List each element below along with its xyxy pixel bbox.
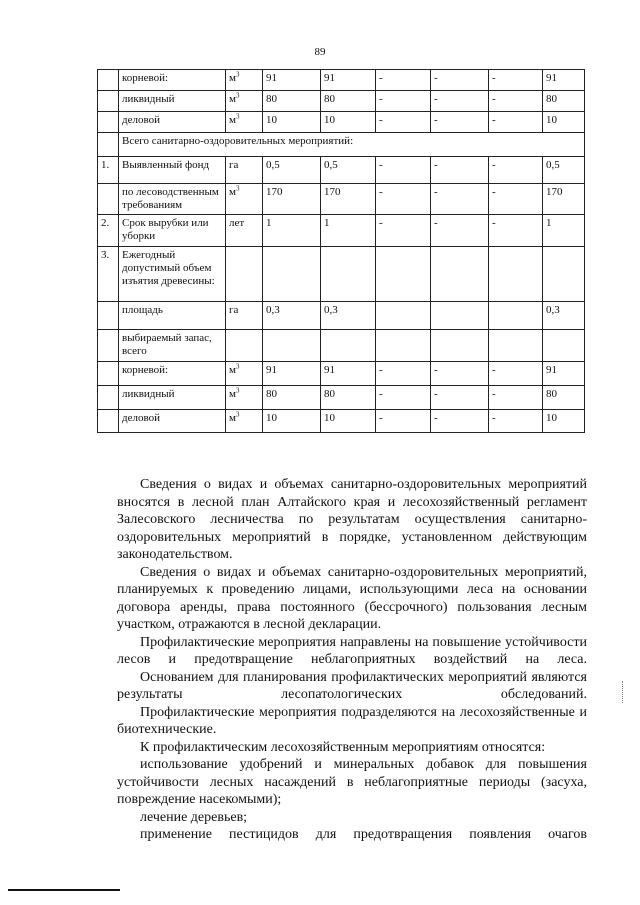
table-cell-value: 0,3	[543, 302, 585, 330]
unit-exponent: 3	[235, 410, 240, 419]
table-cell-indicator: Срок вырубки или уборки	[119, 215, 226, 247]
table-cell-value: -	[489, 184, 543, 215]
table-cell-num	[98, 302, 119, 330]
table-cell-value	[431, 247, 489, 302]
table-cell-unit	[226, 330, 263, 362]
paragraph: применение пестицидов для предотвращения появления очагов	[140, 827, 587, 842]
table-cell-value: -	[376, 362, 431, 386]
table-cell-indicator: ликвидный	[119, 386, 226, 410]
table-cell-value	[543, 247, 585, 302]
table-cell-value	[431, 302, 489, 330]
table-cell-value	[321, 330, 376, 362]
table-row	[98, 410, 585, 433]
unit-exponent: 3	[235, 386, 240, 395]
paragraph: Сведения о видах и объемах санитарно-оздоровительных мероприятий вносятся в лесной план Алтайского края и лесохозяйственный регламент Залесовского лесничества по результатам осуществления санитарно-оздоровительных мероприятий в порядке, установленном действующим законодательством.	[117, 477, 587, 562]
table-row	[98, 91, 585, 112]
table-cell-unit	[226, 386, 263, 410]
paragraph: Профилактические мероприятия подразделяются на лесохозяйственные и биотехнические.	[117, 704, 587, 737]
section-heading: Всего санитарно-оздоровительных мероприятий:	[119, 133, 585, 157]
table-cell-value	[376, 302, 431, 330]
table-cell-value: 0,5	[321, 157, 376, 184]
table-cell-value: 80	[263, 386, 321, 410]
table-cell-value: -	[376, 215, 431, 247]
paragraph: использование удобрений и минеральных добавок для повышения устойчивости лесных насаждений в неблагоприятные периоды (засуха, повреждение насекомыми);	[117, 757, 587, 807]
table-cell-value: -	[431, 215, 489, 247]
table-cell-unit	[226, 362, 263, 386]
table-cell-unit	[226, 70, 263, 91]
table-cell-value: 91	[543, 362, 585, 386]
table-cell-value: 80	[321, 91, 376, 112]
unit-exponent: 3	[235, 362, 240, 371]
table-cell-value	[376, 247, 431, 302]
table-cell-value: -	[376, 70, 431, 91]
table-cell-num	[98, 112, 119, 133]
table-cell-value: -	[431, 386, 489, 410]
forest-measures-table	[97, 69, 585, 433]
table-cell-value: 91	[263, 362, 321, 386]
table-cell-num	[98, 133, 119, 157]
table-cell-value: 1	[321, 215, 376, 247]
table-cell-value: 10	[263, 112, 321, 133]
table-cell-num	[98, 70, 119, 91]
unit-label: м	[229, 388, 236, 400]
unit-label: га	[229, 304, 239, 316]
table-cell-indicator: деловой	[119, 410, 226, 433]
table-cell-num: 2.	[98, 215, 119, 247]
table-cell-value: 91	[263, 70, 321, 91]
table-cell-num	[98, 330, 119, 362]
unit-label: м	[229, 114, 236, 126]
paragraph: Сведения о видах и объемах санитарно-оздоровительных мероприятий, планируемых к проведению лицами, использующими леса на основании договора аренды, права постоянного (бессрочного) пользования лесным участком, отражаются в лесной декларации.	[117, 564, 587, 632]
table-row	[98, 184, 585, 215]
table-cell-value: 80	[263, 91, 321, 112]
table-cell-value	[263, 330, 321, 362]
table-cell-value	[321, 247, 376, 302]
table-cell-unit	[226, 112, 263, 133]
table-cell-value: -	[431, 184, 489, 215]
table-cell-value	[543, 330, 585, 362]
table-cell-num	[98, 184, 119, 215]
table-cell-value: 0,5	[543, 157, 585, 184]
table-cell-num	[98, 91, 119, 112]
table-cell-value: 80	[543, 386, 585, 410]
table-cell-value	[489, 302, 543, 330]
table-cell-value: -	[376, 157, 431, 184]
paragraph: К профилактическим лесохозяйственным мероприятиям относятся:	[140, 739, 546, 755]
table-cell-value: -	[376, 112, 431, 133]
table-cell-value: -	[376, 386, 431, 410]
unit-label: м	[229, 72, 236, 84]
table-cell-value	[489, 330, 543, 362]
table-cell-value: 91	[321, 362, 376, 386]
table-cell-value: 80	[321, 386, 376, 410]
table-row	[98, 157, 585, 184]
table-cell-value: 10	[543, 112, 585, 133]
table-cell-value: 91	[543, 70, 585, 91]
unit-label: га	[229, 159, 239, 171]
table-cell-value	[431, 330, 489, 362]
table-cell-value: -	[431, 362, 489, 386]
table-cell-value: -	[376, 410, 431, 433]
table-row	[98, 215, 585, 247]
table-cell-value: 10	[263, 410, 321, 433]
table-cell-indicator: выбираемый запас, всего	[119, 330, 226, 362]
table-cell-value: -	[489, 91, 543, 112]
unit-exponent: 3	[235, 184, 240, 193]
table-cell-value: 1	[263, 215, 321, 247]
table-cell-num	[98, 410, 119, 433]
table-row	[98, 133, 585, 157]
table-cell-num	[98, 386, 119, 410]
table-cell-num: 3.	[98, 247, 119, 302]
margin-mark	[622, 681, 624, 703]
table-cell-unit	[226, 247, 263, 302]
table-cell-value: -	[431, 157, 489, 184]
table-cell-value: -	[376, 91, 431, 112]
table-cell-value: 170	[321, 184, 376, 215]
table-cell-unit	[226, 157, 263, 184]
table-cell-value: -	[431, 112, 489, 133]
unit-label: лет	[229, 217, 245, 229]
unit-exponent: 3	[235, 112, 240, 121]
table-cell-indicator: Ежегодный допустимый объем изъятия древесины:	[119, 247, 226, 302]
table-cell-value: -	[431, 70, 489, 91]
table-cell-value: -	[489, 112, 543, 133]
page-number: 89	[314, 46, 326, 58]
table-cell-value: 10	[321, 112, 376, 133]
table-cell-indicator: ликвидный	[119, 91, 226, 112]
unit-label: м	[229, 93, 236, 105]
table-cell-value: -	[431, 410, 489, 433]
table-cell-value: 170	[263, 184, 321, 215]
footer-rule	[8, 889, 120, 891]
paragraph: Основанием для планирования профилактических мероприятий являются результаты лесопатологических обследований.	[117, 669, 587, 702]
unit-label: м	[229, 364, 236, 376]
table-cell-value: -	[376, 184, 431, 215]
table-cell-indicator: деловой	[119, 112, 226, 133]
table-cell-value	[263, 247, 321, 302]
table-cell-value: 10	[321, 410, 376, 433]
table-cell-value: 1	[543, 215, 585, 247]
table-cell-num	[98, 362, 119, 386]
table-cell-value: 10	[543, 410, 585, 433]
table-cell-unit	[226, 91, 263, 112]
table-cell-value	[376, 330, 431, 362]
table-cell-value: 0,5	[263, 157, 321, 184]
table-cell-indicator: корневой:	[119, 362, 226, 386]
table-cell-value	[489, 247, 543, 302]
table-cell-unit	[226, 302, 263, 330]
table-row	[98, 386, 585, 410]
table-row	[98, 362, 585, 386]
table-row	[98, 330, 585, 362]
unit-exponent: 3	[235, 91, 240, 100]
table-cell-value: 170	[543, 184, 585, 215]
table-cell-value: 0,3	[321, 302, 376, 330]
table-row	[98, 247, 585, 302]
table-cell-indicator: площадь	[119, 302, 226, 330]
table-cell-num: 1.	[98, 157, 119, 184]
unit-label: м	[229, 186, 236, 198]
table-cell-value: -	[489, 386, 543, 410]
table-cell-value: -	[431, 91, 489, 112]
table-cell-value: -	[489, 215, 543, 247]
table-cell-value: 91	[321, 70, 376, 91]
table-cell-unit	[226, 215, 263, 247]
table-cell-value: 0,3	[263, 302, 321, 330]
table-cell-unit	[226, 410, 263, 433]
table-row	[98, 70, 585, 91]
table-row	[98, 302, 585, 330]
paragraph: Профилактические мероприятия направлены на повышение устойчивости лесов и предотвращение неблагоприятных воздействий на леса.	[117, 634, 587, 667]
table-cell-unit	[226, 184, 263, 215]
body-text	[117, 476, 587, 844]
table-cell-indicator: по лесоводственным требованиям	[119, 184, 226, 215]
table-cell-indicator: Выявленный фонд	[119, 157, 226, 184]
unit-label: м	[229, 412, 236, 424]
table-cell-value: -	[489, 70, 543, 91]
table-cell-indicator: корневой:	[119, 70, 226, 91]
table-row	[98, 112, 585, 133]
table-cell-value: -	[489, 362, 543, 386]
table-cell-value: -	[489, 157, 543, 184]
table-cell-value: 80	[543, 91, 585, 112]
paragraph: лечение деревьев;	[140, 809, 248, 825]
unit-exponent: 3	[235, 70, 240, 79]
table-cell-value: -	[489, 410, 543, 433]
